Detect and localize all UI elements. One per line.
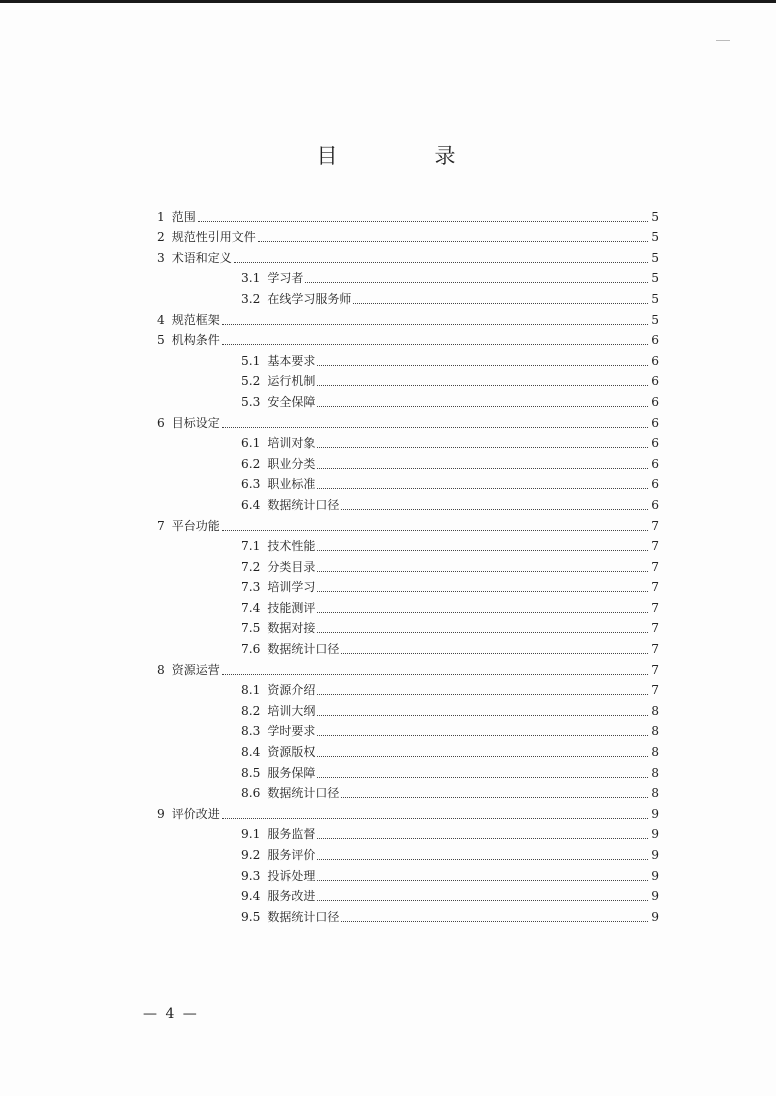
- toc-entry-number: 7: [157, 518, 165, 533]
- toc-entry-label: 资源介绍: [267, 683, 316, 698]
- toc-entry-number: 8.3: [241, 724, 261, 739]
- toc-entry[interactable]: [157, 863, 659, 884]
- dot-leader: [317, 550, 648, 551]
- toc-entry[interactable]: [157, 307, 659, 328]
- toc-entry[interactable]: [157, 575, 659, 596]
- toc-entry-page: 8: [651, 786, 659, 801]
- toc-entry-number: 5.3: [241, 394, 261, 409]
- dot-leader: [317, 385, 648, 386]
- dot-leader: [317, 591, 648, 592]
- toc-entry-number: 8.2: [241, 703, 261, 718]
- dot-leader: [305, 282, 648, 283]
- toc-entry-page: 9: [651, 889, 659, 904]
- dot-leader: [317, 880, 648, 881]
- toc-entry[interactable]: [157, 595, 659, 616]
- toc-entry-page: 7: [651, 683, 659, 698]
- dot-leader: [353, 303, 648, 304]
- dot-leader: [222, 818, 648, 819]
- toc-entry-label: 机构条件: [171, 333, 220, 348]
- toc-entry-label: 服务评价: [267, 848, 316, 862]
- toc-entry-page: 7: [651, 580, 659, 595]
- dot-leader: [317, 365, 648, 366]
- toc-entry[interactable]: [157, 348, 659, 369]
- toc-entry-label: 范围: [171, 209, 196, 224]
- toc-entry-label: 在线学习服务师: [267, 291, 352, 306]
- dot-leader: [222, 674, 648, 675]
- toc-entry[interactable]: [157, 513, 659, 534]
- toc-entry-page: 7: [651, 642, 659, 657]
- toc-entry-page: 5: [651, 209, 659, 224]
- toc-entry-page: 6: [651, 333, 659, 348]
- toc-entry-label: 评价改进: [171, 806, 220, 821]
- toc-entry-number: 6.3: [241, 477, 261, 492]
- toc-entry[interactable]: [157, 225, 659, 246]
- toc-entry-number: 5.1: [241, 353, 261, 368]
- toc-entry-page: 6: [651, 477, 659, 492]
- dot-leader: [317, 838, 648, 839]
- toc-entry-label: 数据统计口径: [267, 909, 340, 924]
- toc-entry-number: 3.1: [241, 271, 261, 286]
- toc-entry-label: 数据统计口径: [267, 497, 340, 512]
- toc-entry-label: 服务保障: [267, 765, 316, 780]
- toc-entry-label: 技术性能: [267, 539, 316, 554]
- dot-leader: [317, 756, 648, 757]
- toc-entry-number: 3: [157, 250, 165, 265]
- toc-entry-page: 5: [651, 230, 659, 245]
- toc-entry[interactable]: [157, 410, 659, 431]
- toc-entry-page: 9: [651, 848, 659, 862]
- toc-entry-number: 6.1: [241, 436, 261, 451]
- toc-entry-number: 5: [157, 333, 165, 348]
- dot-leader: [341, 797, 648, 798]
- toc-entry-number: 8.5: [241, 765, 261, 780]
- toc-entry[interactable]: [157, 739, 659, 760]
- dot-leader: [222, 427, 648, 428]
- toc-entry-label: 培训对象: [267, 436, 316, 451]
- toc-entry-number: 9: [157, 806, 165, 821]
- dot-leader: [317, 777, 648, 778]
- scan-mark: [716, 40, 730, 41]
- toc-entry-label: 数据统计口径: [267, 642, 340, 657]
- toc-entry-page: 9: [651, 909, 659, 924]
- toc-entry-number: 7.6: [241, 642, 261, 657]
- toc-entry-number: 9.2: [241, 848, 261, 862]
- toc-entry-label: 分类目录: [267, 559, 316, 574]
- toc-entry-label: 目标设定: [171, 415, 220, 430]
- toc-entry-page: 5: [651, 250, 659, 265]
- toc-entry[interactable]: [157, 266, 659, 287]
- dot-leader: [341, 653, 648, 654]
- toc-entry[interactable]: [157, 616, 659, 637]
- dot-leader: [317, 632, 648, 633]
- dot-leader: [317, 715, 648, 716]
- toc-entry-page: 8: [651, 745, 659, 760]
- dot-leader: [234, 262, 648, 263]
- toc-entry-page: 7: [651, 662, 659, 677]
- toc-entry-page: 8: [651, 724, 659, 739]
- toc-entry-page: 7: [651, 600, 659, 615]
- toc-entry-number: 7.4: [241, 600, 261, 615]
- toc-entry-page: 6: [651, 436, 659, 451]
- toc-entry-number: 8.1: [241, 683, 261, 698]
- toc-entry-number: 2: [157, 230, 165, 245]
- toc-entry[interactable]: [157, 657, 659, 678]
- toc-entry-number: 8.4: [241, 745, 261, 760]
- toc-entry-page: 6: [651, 415, 659, 430]
- toc-entry-page: 5: [651, 312, 659, 327]
- dot-leader: [317, 694, 648, 695]
- toc-entry[interactable]: [157, 884, 659, 905]
- toc-entry[interactable]: [157, 719, 659, 740]
- toc-entry-label: 投诉处理: [267, 868, 316, 883]
- toc-entry[interactable]: [157, 904, 659, 925]
- toc-entry-page: 8: [651, 765, 659, 780]
- toc-entry-page: 9: [651, 827, 659, 842]
- toc-entry-label: 规范框架: [171, 312, 220, 327]
- dot-leader: [317, 488, 648, 489]
- toc-entry-number: 8.6: [241, 786, 261, 801]
- toc-entry-number: 7.5: [241, 621, 261, 636]
- toc-entry-number: 3.2: [241, 291, 261, 306]
- toc-entry-label: 服务改进: [267, 889, 316, 904]
- toc-entry[interactable]: [157, 698, 659, 719]
- dot-leader: [317, 468, 648, 469]
- toc-entry-label: 职业分类: [267, 456, 316, 471]
- toc-entry-label: 运行机制: [267, 374, 316, 389]
- toc-entry-label: 数据统计口径: [267, 786, 340, 801]
- toc-entry-number: 9.1: [241, 827, 261, 842]
- toc-entry[interactable]: [157, 245, 659, 266]
- dot-leader: [222, 324, 648, 325]
- toc-entry[interactable]: [157, 636, 659, 657]
- toc-entry-page: 5: [651, 271, 659, 286]
- scan-edge-line: [0, 0, 776, 3]
- toc-entry[interactable]: [157, 451, 659, 472]
- toc-entry-page: 6: [651, 394, 659, 409]
- toc-entry[interactable]: [157, 492, 659, 513]
- toc-entry-number: 7.2: [241, 559, 261, 574]
- dot-leader: [317, 900, 648, 901]
- page-number: — 4 —: [143, 1006, 199, 1022]
- toc-entry-number: 6: [157, 415, 165, 430]
- toc-entry-number: 7.3: [241, 580, 261, 595]
- toc-entry-page: 5: [651, 291, 659, 306]
- table-of-contents: [157, 204, 659, 925]
- dot-leader: [317, 447, 648, 448]
- toc-entry-page: 7: [651, 518, 659, 533]
- toc-entry-number: 5.2: [241, 374, 261, 389]
- toc-entry-page: 6: [651, 353, 659, 368]
- toc-entry[interactable]: [157, 842, 659, 863]
- toc-entry-page: 7: [651, 539, 659, 554]
- toc-entry-number: 6.4: [241, 497, 261, 512]
- toc-entry[interactable]: [157, 760, 659, 781]
- toc-entry[interactable]: [157, 472, 659, 493]
- toc-entry[interactable]: [157, 534, 659, 555]
- toc-entry-label: 学习者: [267, 271, 304, 286]
- toc-entry[interactable]: [157, 369, 659, 390]
- toc-entry-page: 7: [651, 621, 659, 636]
- dot-leader: [341, 509, 648, 510]
- toc-entry-number: 9.3: [241, 868, 261, 883]
- toc-entry-number: 7.1: [241, 539, 261, 554]
- toc-entry[interactable]: [157, 286, 659, 307]
- dot-leader: [317, 859, 648, 860]
- toc-entry-label: 培训学习: [267, 580, 316, 595]
- dot-leader: [317, 571, 648, 572]
- toc-entry[interactable]: [157, 801, 659, 822]
- toc-entry-page: 7: [651, 559, 659, 574]
- dot-leader: [317, 612, 648, 613]
- dot-leader: [258, 241, 648, 242]
- toc-entry-number: 4: [157, 312, 165, 327]
- toc-entry[interactable]: [157, 389, 659, 410]
- toc-entry-label: 资源版权: [267, 745, 316, 760]
- toc-entry-number: 9.5: [241, 909, 261, 924]
- toc-entry-label: 术语和定义: [171, 250, 232, 265]
- toc-entry-label: 规范性引用文件: [171, 230, 256, 245]
- toc-entry-page: 9: [651, 868, 659, 883]
- toc-entry[interactable]: [157, 431, 659, 452]
- toc-entry-number: 6.2: [241, 456, 261, 471]
- toc-entry-number: 1: [157, 209, 165, 224]
- dot-leader: [222, 344, 648, 345]
- page-title: 目 录: [316, 144, 494, 168]
- toc-entry[interactable]: [157, 781, 659, 802]
- toc-entry[interactable]: [157, 822, 659, 843]
- toc-entry-page: 9: [651, 806, 659, 821]
- toc-entry[interactable]: [157, 554, 659, 575]
- toc-entry-label: 安全保障: [267, 394, 316, 409]
- toc-entry[interactable]: [157, 328, 659, 349]
- toc-entry[interactable]: [157, 204, 659, 225]
- dot-leader: [341, 921, 648, 922]
- toc-entry-number: 9.4: [241, 889, 261, 904]
- dot-leader: [222, 530, 648, 531]
- toc-entry-label: 技能测评: [267, 600, 316, 615]
- toc-entry-label: 资源运营: [171, 662, 220, 677]
- toc-entry-number: 8: [157, 662, 165, 677]
- toc-entry-label: 学时要求: [267, 724, 316, 739]
- toc-entry-page: 6: [651, 456, 659, 471]
- toc-entry-label: 平台功能: [171, 518, 220, 533]
- toc-entry[interactable]: [157, 678, 659, 699]
- toc-entry-label: 服务监督: [267, 827, 316, 842]
- dot-leader: [317, 406, 648, 407]
- dot-leader: [198, 221, 648, 222]
- dot-leader: [317, 735, 648, 736]
- toc-entry-page: 8: [651, 703, 659, 718]
- toc-entry-page: 6: [651, 374, 659, 389]
- toc-entry-label: 培训大纲: [267, 703, 316, 718]
- toc-entry-label: 基本要求: [267, 353, 316, 368]
- toc-entry-label: 数据对接: [267, 621, 316, 636]
- toc-entry-label: 职业标准: [267, 477, 316, 492]
- toc-entry-page: 6: [651, 497, 659, 512]
